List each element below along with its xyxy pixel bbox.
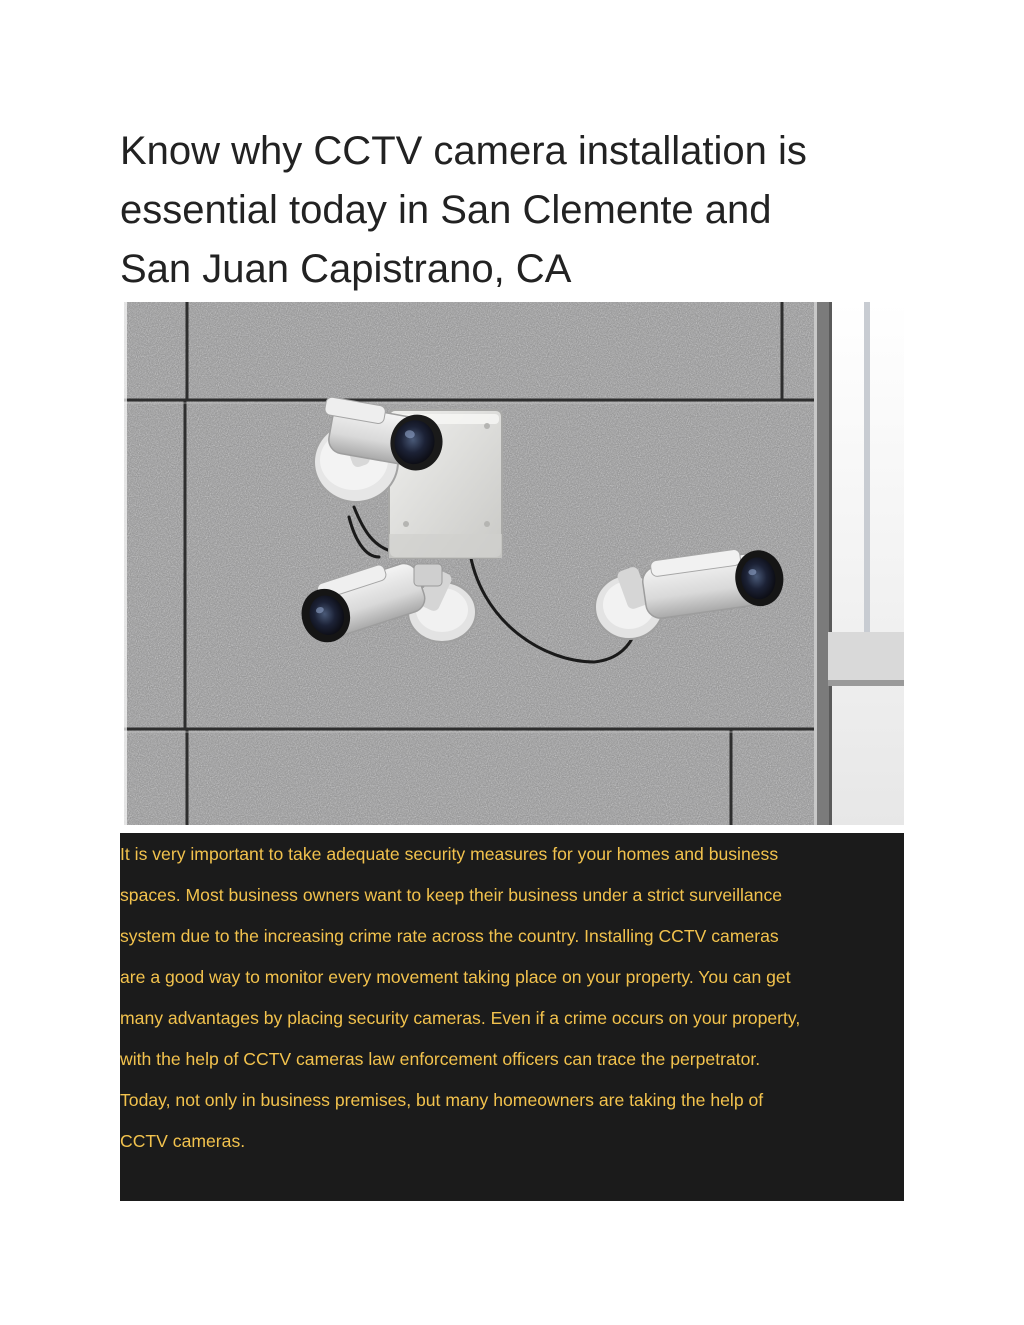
page-title	[120, 122, 920, 299]
body-text-line-8: CCTV cameras.	[120, 1131, 246, 1151]
body-text-line-2: spaces. Most business owners want to keep their business under a strict surveillance	[120, 885, 783, 905]
body-text-line-1: It is very important to take adequate security measures for your homes and business	[120, 844, 779, 864]
page-title-line-2: essential today in San Clemente and	[120, 188, 772, 232]
body-text-line-5: many advantages by placing security cameras. Even if a crime occurs on your property,	[120, 1008, 801, 1028]
cctv-cameras-photo	[124, 302, 904, 825]
body-text-line-7: Today, not only in business premises, but many homeowners are taking the help of	[120, 1090, 764, 1110]
page-title-line-3: San Juan Capistrano, CA	[120, 247, 572, 291]
body-text-line-6: with the help of CCTV cameras law enforcement officers can trace the perpetrator.	[120, 1049, 761, 1069]
article-body-panel	[120, 833, 904, 1201]
page-title-line-1: Know why CCTV camera installation is	[120, 129, 807, 173]
body-text-line-4: are a good way to monitor every movement taking place on your property. You can get	[120, 967, 791, 987]
body-text-line-3: system due to the increasing crime rate across the country. Installing CCTV cameras	[120, 926, 779, 946]
